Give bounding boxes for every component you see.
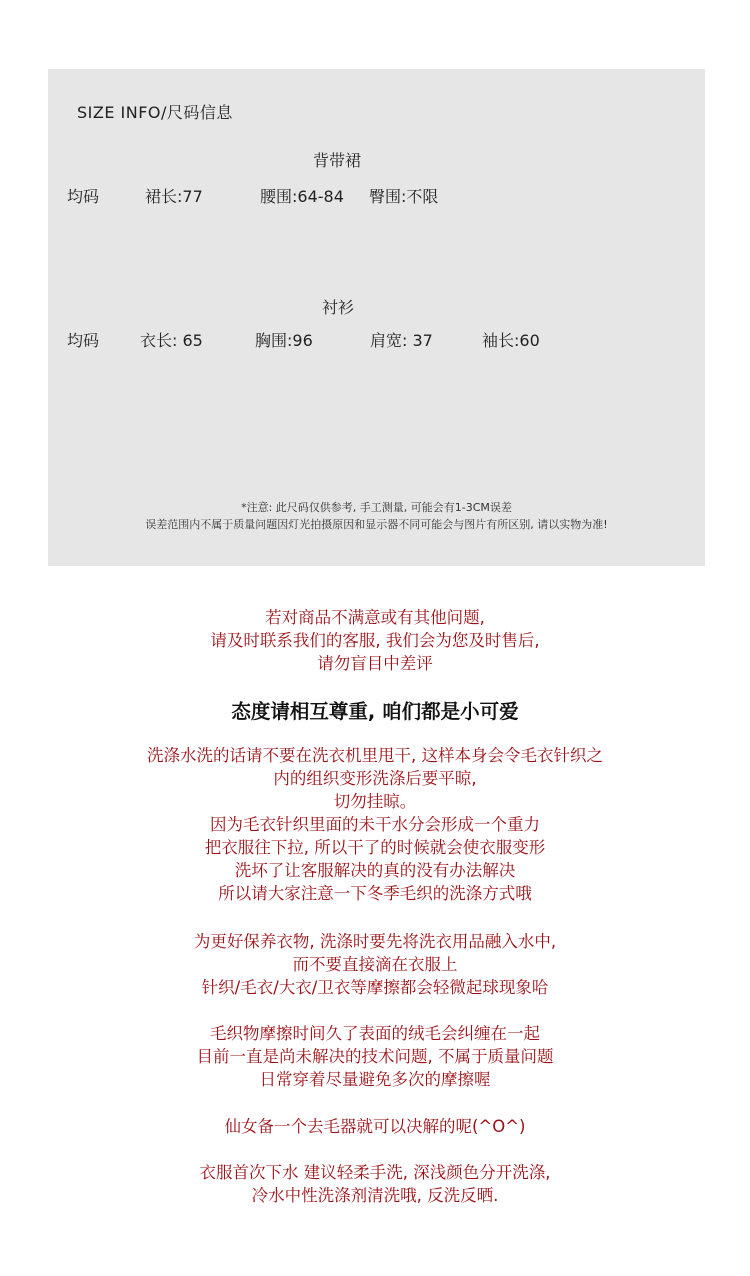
maintenance-instructions (0, 930, 750, 999)
wash-line: 因为毛衣针织里面的未干水分会形成一个重力 (210, 815, 540, 834)
skirt-title: 背带裙 (313, 151, 362, 170)
tool-tip (0, 1115, 750, 1138)
shirt-title: 衬衫 (322, 298, 355, 317)
shirt-size: 均码 (67, 331, 100, 350)
shirt-sleeve: 袖长:60 (482, 331, 540, 350)
service-line: 若对商品不满意或有其他问题, (265, 608, 485, 627)
wash-line: 所以请大家注意一下冬季毛织的洗涤方式哦 (218, 884, 532, 903)
first-wash-instructions (0, 1161, 750, 1207)
service-notice (0, 606, 750, 675)
tool-line: 仙女备一个去毛器就可以决解的呢(^O^) (224, 1117, 526, 1136)
pilling-line: 目前一直是尚未解决的技术问题, 不属于质量问题 (196, 1047, 554, 1066)
skirt-size: 均码 (67, 187, 100, 206)
size-info-title: SIZE INFO/尺码信息 (77, 103, 233, 122)
wash-line: 洗涤水洗的话请不要在洗衣机里甩干, 这样本身会令毛衣针织之 (147, 746, 603, 765)
wash-line: 洗坏了让客服解决的真的没有办法解决 (234, 861, 516, 880)
skirt-waist: 腰围:64-84 (260, 187, 344, 206)
wash-instructions (0, 744, 750, 905)
maintain-line: 为更好保养衣物, 洗涤时要先将洗衣用品融入水中, (193, 932, 557, 951)
service-line: 请勿盲目中差评 (317, 654, 433, 673)
wash-line: 内的组织变形洗涤后要平晾, (273, 769, 477, 788)
shirt-shoulder: 肩宽: 37 (370, 331, 433, 350)
shirt-length: 衣长: 65 (140, 331, 203, 350)
maintain-line: 而不要直接滴在衣服上 (292, 955, 458, 974)
size-notice-line1: *注意: 此尺码仅供参考, 手工测量, 可能会有1-3CM误差 (241, 501, 512, 514)
pilling-notice (0, 1022, 750, 1091)
wash-line: 把衣服往下拉, 所以干了的时候就会使衣服变形 (204, 838, 546, 857)
service-line: 请及时联系我们的客服, 我们会为您及时售后, (210, 631, 540, 650)
pilling-line: 毛织物摩擦时间久了表面的绒毛会纠缠在一起 (210, 1024, 540, 1043)
shirt-chest: 胸围:96 (255, 331, 313, 350)
pilling-line: 日常穿着尽量避免多次的摩擦喔 (259, 1070, 491, 1089)
size-notice-line2: 误差范围内不属于质量问题因灯光拍摄原因和显示器不同可能会与图片有所区别, 请以实物为准! (145, 518, 608, 531)
size-info-panel (48, 69, 705, 566)
maintain-line: 针织/毛衣/大衣/卫衣等摩擦都会轻微起球现象哈 (201, 978, 549, 997)
first-wash-line: 衣服首次下水 建议轻柔手洗, 深浅颜色分开洗涤, (199, 1163, 551, 1182)
wash-line: 切勿挂晾。 (333, 792, 417, 811)
slogan: 态度请相互尊重, 咱们都是小可爱 (231, 700, 519, 723)
first-wash-line: 冷水中性洗涤剂清洗哦, 反洗反晒. (251, 1186, 499, 1205)
skirt-hip: 臀围:不限 (369, 187, 439, 206)
skirt-length: 裙长:77 (145, 187, 203, 206)
